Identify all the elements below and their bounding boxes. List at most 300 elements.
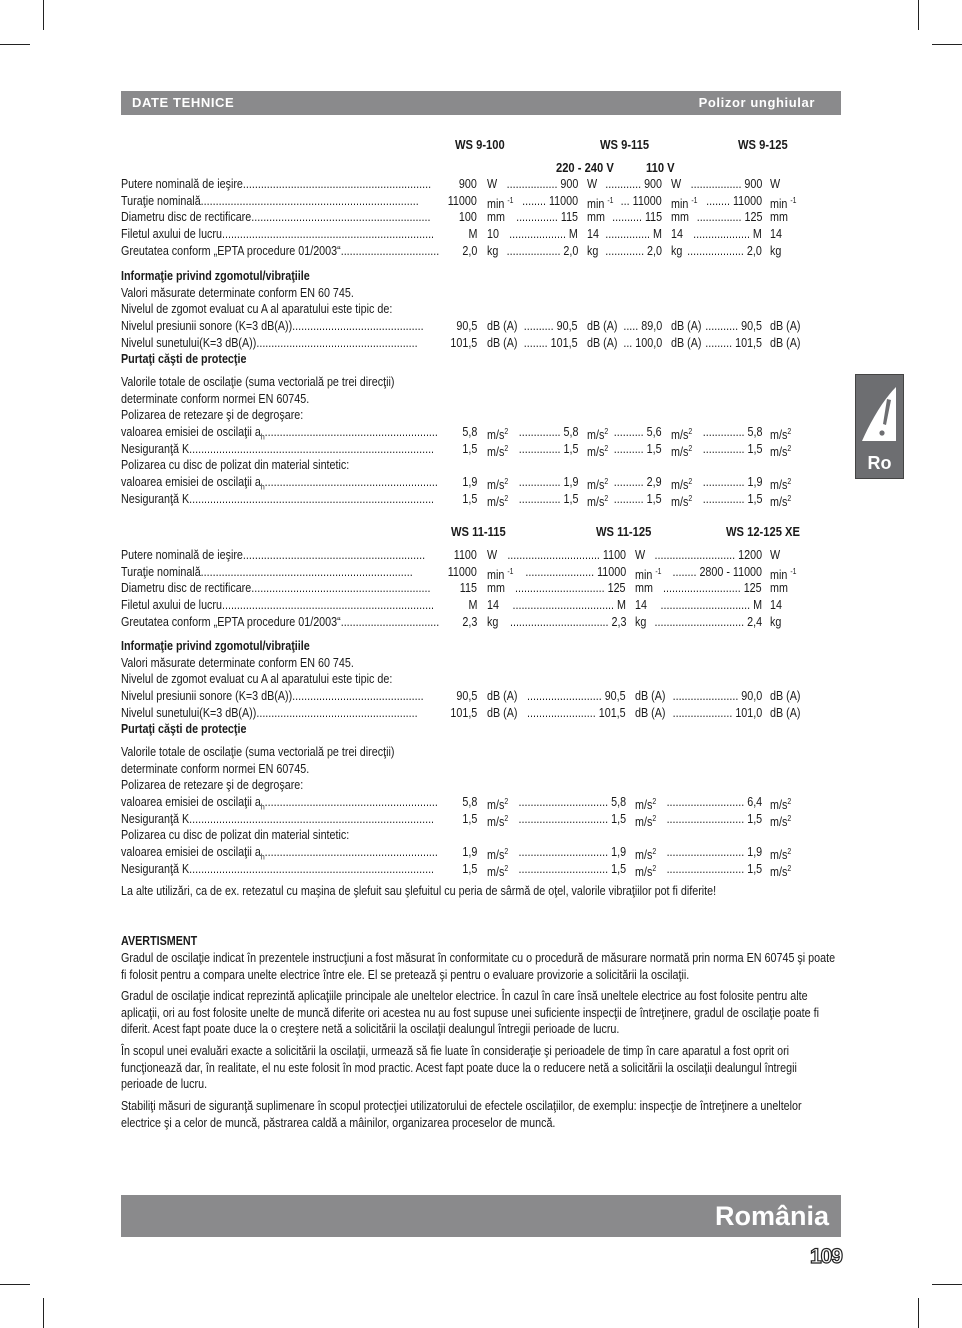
leader-dots: ...................... [672,689,742,703]
value-text: 2800 - 11000 [699,564,762,579]
value-text: M [653,227,662,242]
cell-value [468,226,477,242]
leader-dots: ................................. [509,614,612,629]
crop-mark [918,0,919,30]
leader-dots: ..... [623,319,642,333]
unit-label: min $^{-1}$ [671,195,698,211]
model-header: WS 9-100 [455,137,505,152]
value-text: 1,5 [462,861,477,876]
cell-value [454,547,477,563]
row-label [121,547,425,563]
value-text: M [753,598,762,613]
cell-value [450,335,477,351]
cell-value [687,243,762,259]
unit-label: $m/s^2$ [635,847,657,863]
leader-dots: .............. [516,210,561,225]
row-label [121,335,418,351]
leader-dots: ....................................................................... [221,227,435,242]
leader-dots: .......................... [666,845,748,859]
leader-dots: ............... [696,210,745,225]
value-text: 101,5 [735,335,762,350]
leader-dots: .......... [611,210,645,225]
leader-dots: .............. [518,425,564,439]
value-text: 101,5 [450,705,477,720]
cell-value [518,491,578,507]
value-text: 1,9 [462,845,477,859]
leader-dots: ......... [705,335,736,350]
label-text: Nivelul presiunii sonore (K=3 dB(A)) [121,689,293,703]
unit-label: $m/s^2$ [487,847,509,863]
unit-label: dB (A) [671,319,702,333]
row-label [121,193,419,209]
cell-value [456,688,477,704]
unit-label: $m/s^2$ [635,863,657,879]
value-text: M [617,598,626,613]
leader-dots: .............................. [654,614,748,629]
model-header: WS 11-125 [596,524,652,539]
unit-label: $m/s^2$ [635,797,657,813]
cell-value [612,209,662,225]
unit-label: dB (A) [770,319,801,333]
vibration-intro: determinate conform normei EN 60745. [121,392,310,406]
leader-dots: ............. [605,243,648,258]
value-text: 90,0 [741,689,762,703]
value-text: 11000 [447,564,477,579]
value-text: 1,5 [747,491,762,506]
vibration-section-title: Polizarea cu disc de polizat din material sintetic: [121,458,350,472]
leader-dots: ......................................................................... [200,193,419,208]
cell-value [515,580,626,596]
label-text: valoarea emisiei de oscilaţii a [121,845,261,859]
voltage-label: 220 - 240 V [556,160,614,175]
warning-icon [860,383,900,445]
unit-label: $m/s^2$ [587,427,609,443]
leader-dots: .......... [614,441,648,456]
unit-label: mm [770,210,788,225]
value-text: 5,8 [747,425,762,439]
unit-label: min $^{-1}$ [770,566,797,582]
leader-dots: ............................................................. [242,548,426,562]
cell-value [623,318,662,334]
cell-value [448,564,477,580]
unit-label: 14 [587,227,599,242]
row-label [121,243,439,259]
cell-value [673,564,762,580]
leader-dots: ............................................ [292,319,424,333]
section-header-band [121,91,841,115]
row-label [121,318,424,334]
cell-value [518,424,578,440]
cell-value [623,335,662,351]
value-text: 90,5 [557,319,578,333]
cell-value [690,176,762,192]
unit-label: min $^{-1}$ [487,566,514,582]
crop-mark [0,44,30,45]
cell-value [518,441,578,457]
row-label [121,861,434,877]
cell-value [450,705,477,721]
cell-value [614,474,662,490]
vibration-intro: Valorile totale de oscilaţie (suma vectorială pe trei direcţii) [121,375,395,389]
model-header: WS 11-115 [451,524,506,539]
cell-value [705,318,762,334]
value-text: 5,8 [611,795,626,809]
value-text: 2,9 [647,475,662,489]
protection-note: Purtaţi căşti de protecţie [121,722,247,736]
noise-intro: Nivelul de zgomot evaluat cu A al aparatului este tipic de: [121,302,393,316]
unit-label: $m/s^2$ [770,813,792,829]
unit-label: mm [587,210,605,225]
leader-dots: ................... [693,227,754,242]
value-text: 125 [744,210,762,225]
unit-label: $m/s^2$ [770,477,792,493]
unit-label: $m/s^2$ [487,493,509,509]
other-uses-note: La alte utilizări, ca de ex. retezatul cu maşina de şlefuit sau şlefuitul cu peria de sârmă de oţel, valorile vibraţiilor pot fi diferite! [121,884,717,898]
value-text: 2,4 [747,614,762,629]
value-text: 1,9 [747,475,762,489]
unit-label: $m/s^2$ [671,443,693,459]
leader-dots: .......................................................... [264,795,438,809]
cell-value [614,491,662,507]
row-label [121,209,430,225]
leader-dots: .................................................................................. [189,441,435,456]
warning-paragraph: Gradul de oscilaţie indicat în prezentele instrucţiuni a fost măsurat în conformitate cu o procedură de măsurare normată prin norma EN 60745 şi poate fi folosit pentru a compara unelte electrice între ele. El se pretează şi pentru o evaluare provizorie a solicitării la oscilaţii. [121,951,836,982]
value-text: 900 [560,177,578,191]
leader-dots: ................................. [340,243,440,258]
value-text: 101,0 [735,705,762,720]
label-text: valoarea emisiei de oscilaţii a [121,475,261,489]
cell-value [516,209,578,225]
cell-value [462,614,477,630]
value-text: 1,5 [611,811,626,826]
cell-value [518,474,578,490]
label-text: Nesiguranţă K [121,861,190,876]
crop-mark [932,1284,962,1285]
unit-label: $m/s^2$ [671,493,693,509]
crop-mark [0,1284,30,1285]
unit-label: kg [671,243,683,258]
value-text: 125 [744,581,762,596]
cell-value [672,688,762,704]
cell-value [672,705,762,721]
label-text: Nesiguranţă K [121,491,190,506]
cell-value [666,794,762,810]
value-text: 1,5 [747,811,762,826]
unit-label: $m/s^2$ [770,493,792,509]
unit-label: $m/s^2$ [770,443,792,459]
vibration-intro: Valorile totale de oscilaţie (suma vectorială pe trei direcţii) [121,745,395,759]
label-text: Nesiguranţă K [121,811,190,826]
leader-dots: .................................. [512,598,618,613]
language-name: România [714,1201,829,1231]
value-text: 11000 [548,193,578,208]
noise-intro: Nivelul de zgomot evaluat cu A al aparatului este tipic de: [121,672,393,686]
unit-label: kg [487,243,499,258]
cell-value [518,861,626,877]
cell-value [459,209,477,225]
leader-dots: ........................... [654,548,739,562]
row-label [121,688,424,704]
cell-value [666,811,762,827]
unit-label: $m/s^2$ [587,477,609,493]
leader-dots: .......................................................... [264,475,438,489]
leader-dots: ...................................................... [256,705,418,720]
row-label [121,597,434,613]
leader-dots: .............. [702,425,748,439]
value-text: 100,0 [635,335,662,350]
cell-value [654,614,762,630]
value-text: 2,0 [647,243,662,258]
leader-dots: .............................. [518,861,612,876]
label-text: Diametru disc de rectificare [121,210,252,225]
noise-heading: Informaţie privind zgomotul/vibraţiile [121,269,310,283]
value-text: 1,5 [647,441,662,456]
unit-label: min $^{-1}$ [587,195,614,211]
value-text: 1200 [738,548,762,562]
value-text: 115 [560,210,578,225]
leader-dots: .............................. [518,845,612,859]
unit-label: mm [770,581,788,596]
cell-value [660,597,762,613]
leader-dots: .......................... [666,811,748,826]
leader-dots: ................................. [340,614,440,629]
unit-label: dB (A) [635,689,666,703]
row-label [121,441,434,457]
section-title: DATE TEHNICE [132,95,235,110]
unit-label: 10 [487,227,499,242]
unit-label: 14 [671,227,683,242]
leader-dots: .......................... [663,581,745,596]
unit-label: $m/s^2$ [671,427,693,443]
unit-label: $m/s^2$ [770,847,792,863]
cell-value [512,597,626,613]
subscript: h [260,802,265,812]
cell-value [522,193,578,209]
unit-label: dB (A) [587,335,618,350]
cell-value [663,580,762,596]
unit-label: $m/s^2$ [487,797,509,813]
leader-dots: .............. [702,441,748,456]
unit-label: $m/s^2$ [487,443,509,459]
unit-label: $m/s^2$ [487,477,509,493]
row-label [121,226,434,242]
unit-label: kg [487,614,499,629]
unit-label: dB (A) [587,319,618,333]
value-text: 100 [459,210,477,225]
noise-heading: Informaţie privind zgomotul/vibraţiile [121,639,310,653]
warning-title: AVERTISMENT [121,934,198,948]
cell-value [524,335,578,351]
unit-label: $m/s^2$ [587,493,609,509]
cell-value [605,243,662,259]
value-text: 90,5 [741,319,762,333]
row-label [121,580,430,596]
cell-value [527,688,626,704]
language-tab-label: Ro [867,453,892,473]
unit-label: W [587,177,598,191]
unit-label: kg [770,614,782,629]
unit-label: W [671,177,682,191]
value-text: 1,9 [563,475,578,489]
leader-dots: .............................. [515,581,609,596]
unit-label: $m/s^2$ [487,863,509,879]
leader-dots: ................. [690,177,745,191]
unit-label: dB (A) [770,335,801,350]
leader-dots: ... [623,335,636,350]
leader-dots: .......................................................... [264,845,438,859]
unit-label: dB (A) [487,319,518,333]
value-text: 1,5 [563,441,578,456]
subscript: h [260,482,265,492]
label-text: Filetul axului de lucru [121,598,222,613]
value-text: 1,9 [462,475,477,489]
unit-label: dB (A) [671,335,702,350]
voltage-label: 110 V [646,160,675,175]
cell-value [448,193,477,209]
leader-dots: .............................. [660,598,754,613]
cell-value [462,441,477,457]
value-text: M [753,227,762,242]
value-text: 2,3 [611,614,626,629]
value-text: 11000 [632,193,662,208]
label-text: Greutatea conform „EPTA procedure 01/2003“ [121,614,341,629]
cell-value [702,441,762,457]
unit-label: dB (A) [487,689,518,703]
cell-value [462,844,477,860]
cell-value [462,474,477,490]
leader-dots: ......................... [527,689,606,703]
leader-dots: ....................................................................... [200,564,413,579]
cell-value [654,547,762,563]
unit-label: 14 [487,598,499,613]
unit-label: 14 [770,598,782,613]
unit-label: mm [487,210,505,225]
label-text: Putere nominală de ieşire [121,548,243,562]
leader-dots: ............................................................ [251,581,431,596]
row-label [121,176,431,192]
label-text: Diametru disc de rectificare [121,581,252,596]
leader-dots: .................... [672,705,736,720]
cell-value [614,424,662,440]
value-text: 90,5 [456,319,477,333]
crop-mark [932,44,962,45]
label-text: Nivelul presiunii sonore (K=3 dB(A)) [121,319,293,333]
vibration-section-title: Polizarea de retezare şi de degroşare: [121,778,304,792]
unit-label: kg [770,243,782,258]
value-text: 1,5 [747,441,762,456]
leader-dots: ....................... [527,705,600,720]
label-text: Turaţie nominală [121,564,201,579]
leader-dots: ............................................................... [242,177,432,191]
cell-value [702,424,762,440]
cell-value [509,614,626,630]
value-text: 2,0 [747,243,762,258]
leader-dots: .......................... [666,795,748,809]
value-text: 125 [608,581,626,596]
cell-value [706,193,762,209]
subscript: h [260,852,265,862]
vibration-section-title: Polizarea cu disc de polizat din material sintetic: [121,828,350,842]
unit-label: $m/s^2$ [671,477,693,493]
value-text: 1,5 [611,861,626,876]
cell-value [621,193,662,209]
unit-label: min $^{-1}$ [487,195,514,211]
value-text: 1100 [453,548,477,562]
warning-paragraph: În scopul unei evaluări exacte a solicitării la oscilaţii, urmează să fie luate în consideraţie şi perioadele de timp în care aparatul a fost oprit ori funcţionează dar, în realitate, el nu este folosit în mod practic. Acest fapt poate duce la o reducere netă a solicitării la oscilaţii dealungul întregii perioade de lucru. [121,1044,797,1091]
leader-dots: .................................................................................. [189,861,435,876]
model-header: WS 12-125 XE [726,524,800,539]
row-label [121,705,418,721]
leader-dots: ........ [706,193,733,208]
warning-paragraph: Stabiliţi măsuri de siguranţă suplimenare în scopul protecţiei utilizatorului de efectele oscilaţiilor, de exemplu: inspecţie de întreţinere a uneltelor electrice şi a celor de muncă, păstrarea caldă a mâinilor, organizarea proceselor de muncă. [121,1099,802,1130]
cell-value [614,441,662,457]
value-text: 1,5 [462,491,477,506]
vibration-section-title: Polizarea de retezare şi de degroşare: [121,408,304,422]
value-text: 900 [459,177,477,191]
unit-label: dB (A) [487,335,518,350]
leader-dots: .............. [702,491,748,506]
unit-label: $m/s^2$ [487,813,509,829]
language-footer-band [121,1195,841,1237]
unit-label: mm [635,581,653,596]
vibration-intro: determinate conform normei EN 60745. [121,762,310,776]
value-text: 115 [644,210,662,225]
unit-label: $m/s^2$ [770,863,792,879]
cell-value [506,243,578,259]
cell-value [459,176,477,192]
crop-mark [43,0,44,30]
value-text: 5,6 [647,425,662,439]
cell-value [518,844,626,860]
unit-label: 14 [635,598,647,613]
leader-dots: ............................................ [292,689,424,703]
value-text: 5,8 [563,425,578,439]
cell-value [456,318,477,334]
protection-note: Purtaţi căşti de protecţie [121,352,247,366]
leader-dots: ...................................................... [256,335,418,350]
value-text: 1,5 [647,491,662,506]
unit-label: kg [587,243,599,258]
value-text: 6,4 [747,795,762,809]
leader-dots: .......... [614,425,648,439]
leader-dots: .......... [614,475,648,489]
leader-dots: .................................................................................. [189,811,435,826]
leader-dots: .......... [524,319,558,333]
leader-dots: ........ [672,564,700,579]
leader-dots: ........ [522,193,549,208]
noise-intro: Valori măsurate determinate conform EN 60 745. [121,656,354,670]
unit-label: dB (A) [635,705,666,720]
leader-dots: ........... [705,319,742,333]
label-text: Nesiguranţă K [121,441,190,456]
value-text: 11000 [732,193,762,208]
leader-dots: .......................... [666,861,748,876]
value-text: M [468,598,477,613]
leader-dots: ........ [524,335,552,350]
label-text: Greutatea conform „EPTA procedure 01/2003“ [121,243,341,258]
unit-label: dB (A) [770,705,801,720]
unit-label: min $^{-1}$ [635,566,662,582]
value-text: 11000 [596,564,626,579]
leader-dots: ................... [509,227,570,242]
unit-label: kg [635,614,647,629]
leader-dots: ................... [687,243,748,258]
value-text: 1,5 [462,811,477,826]
unit-label: $m/s^2$ [770,797,792,813]
label-text: Turaţie nominală [121,193,201,208]
label-text: valoarea emisiei de oscilaţii a [121,425,261,439]
leader-dots: ... [620,193,633,208]
